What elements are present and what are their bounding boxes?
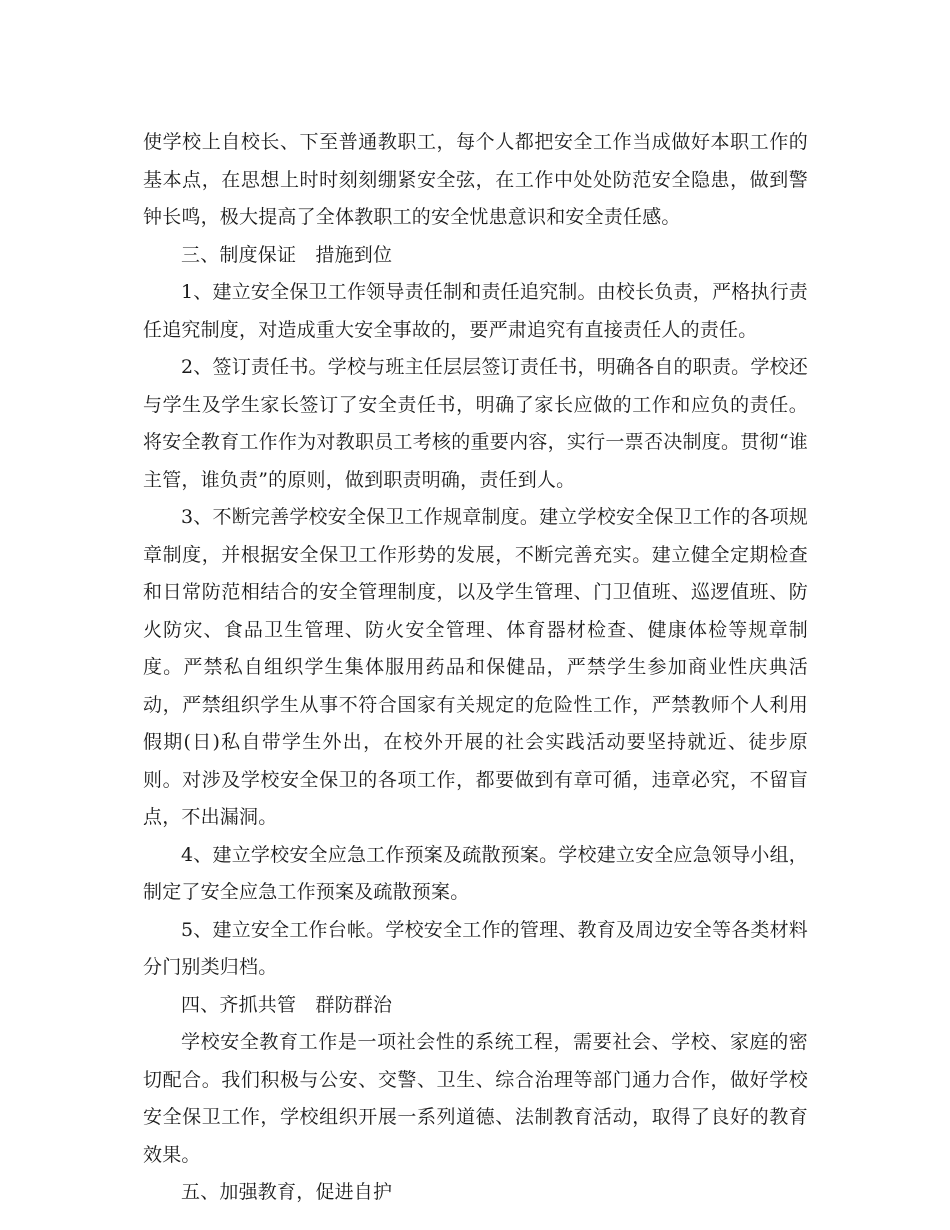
paragraph-item-1: 1、建立安全保卫工作领导责任制和责任追究制。由校长负责，严格执行责任追究制度，对造成重大安全事故的，要严肃追究有直接责任人的责任。 <box>143 281 808 341</box>
document-body <box>143 124 808 1212</box>
paragraph-item-2: 2、签订责任书。学校与班主任层层签订责任书，明确各自的职责。学校还与学生及学生家长签订了安全责任书，明确了家长应做的工作和应负的责任。将安全教育工作作为对教职员工考核的重要内容，实行一票否决制度。贯彻“谁主管，谁负责”的原则，做到职责明确，责任到人。 <box>143 356 808 491</box>
section-heading-5: 五、加强教育，促进自护 <box>181 1181 393 1203</box>
paragraph-item-5: 5、建立安全工作台帐。学校安全工作的管理、教育及周边安全等各类材料分门别类归档。 <box>143 918 808 978</box>
section-heading-3: 三、制度保证 措施到位 <box>181 243 393 266</box>
paragraph-item-3: 3、不断完善学校安全保卫工作规章制度。建立学校安全保卫工作的各项规章制度，并根据安全保卫工作形势的发展，不断完善充实。建立健全定期检查和日常防范相结合的安全管理制度，以及学生管理、门卫值班、巡逻值班、防火防灾、食品卫生管理、防火安全管理、体育器材检查、健康体检等规章制度。严禁私自组织学生集体服用药品和保健品，严禁学生参加商业性庆典活动，严禁组织学生从事不符合国家有关规定的危险性工作，严禁教师个人利用假期(日)私自带学生外出，在校外开展的社会实践活动要坚持就近、徒步原则。对涉及学校安全保卫的各项工作，都要做到有章可循，违章必究，不留盲点，不出漏洞。 <box>143 506 808 828</box>
paragraph-item-4: 4、建立学校安全应急工作预案及疏散预案。学校建立安全应急领导小组，制定了安全应急工作预案及疏散预案。 <box>143 843 808 903</box>
section-heading-4: 四、齐抓共管 群防群治 <box>181 993 393 1016</box>
paragraph-cooperation: 学校安全教育工作是一项社会性的系统工程，需要社会、学校、家庭的密切配合。我们积极与公安、交警、卫生、综合治理等部门通力合作，做好学校安全保卫工作，学校组织开展一系列道德、法制教育活动，取得了良好的教育效果。 <box>143 1031 808 1166</box>
paragraph-continuation: 使学校上自校长、下至普通教职工，每个人都把安全工作当成做好本职工作的基本点，在思想上时时刻刻绷紧安全弦，在工作中处处防范安全隐患，做到警钟长鸣，极大提高了全体教职工的安全忧患意识和安全责任感。 <box>143 131 808 228</box>
